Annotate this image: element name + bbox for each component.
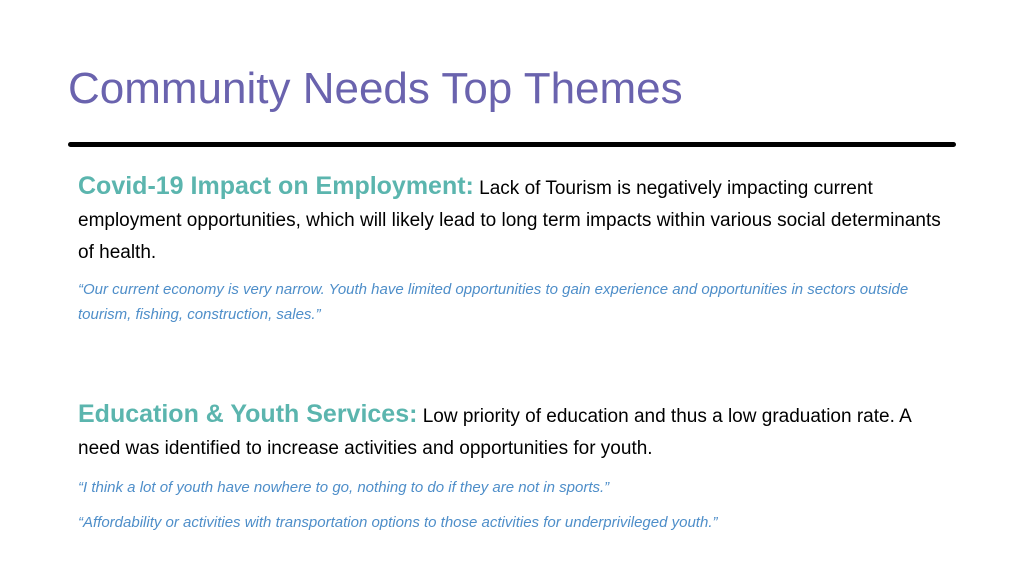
community-quote: “Affordability or activities with transportation options to those activities for underprivileged youth.” <box>78 514 718 531</box>
community-quote: “I think a lot of youth have nowhere to go, nothing to do if they are not in sports.” <box>78 479 610 496</box>
theme-body: Lack of Tourism is negatively impacting current employment opportunities, which will likely lead to long term impacts within various social determinants of health. <box>78 178 941 263</box>
theme-paragraph <box>78 170 948 269</box>
theme-heading: Education & Youth Services: <box>78 400 418 428</box>
community-quote: “Our current economy is very narrow. Youth have limited opportunities to gain experience and opportunities in sectors outside tourism, fishing, construction, sales.” <box>78 281 909 323</box>
theme-section-education <box>78 398 948 535</box>
theme-section-employment <box>78 170 948 327</box>
theme-body: Low priority of education and thus a low graduation rate. A need was identified to increase activities and opportunities for youth. <box>78 406 911 459</box>
slide-title: Community Needs Top Themes <box>68 64 683 113</box>
title-divider <box>68 142 956 147</box>
theme-heading: Covid-19 Impact on Employment: <box>78 172 474 200</box>
theme-paragraph <box>78 398 948 465</box>
